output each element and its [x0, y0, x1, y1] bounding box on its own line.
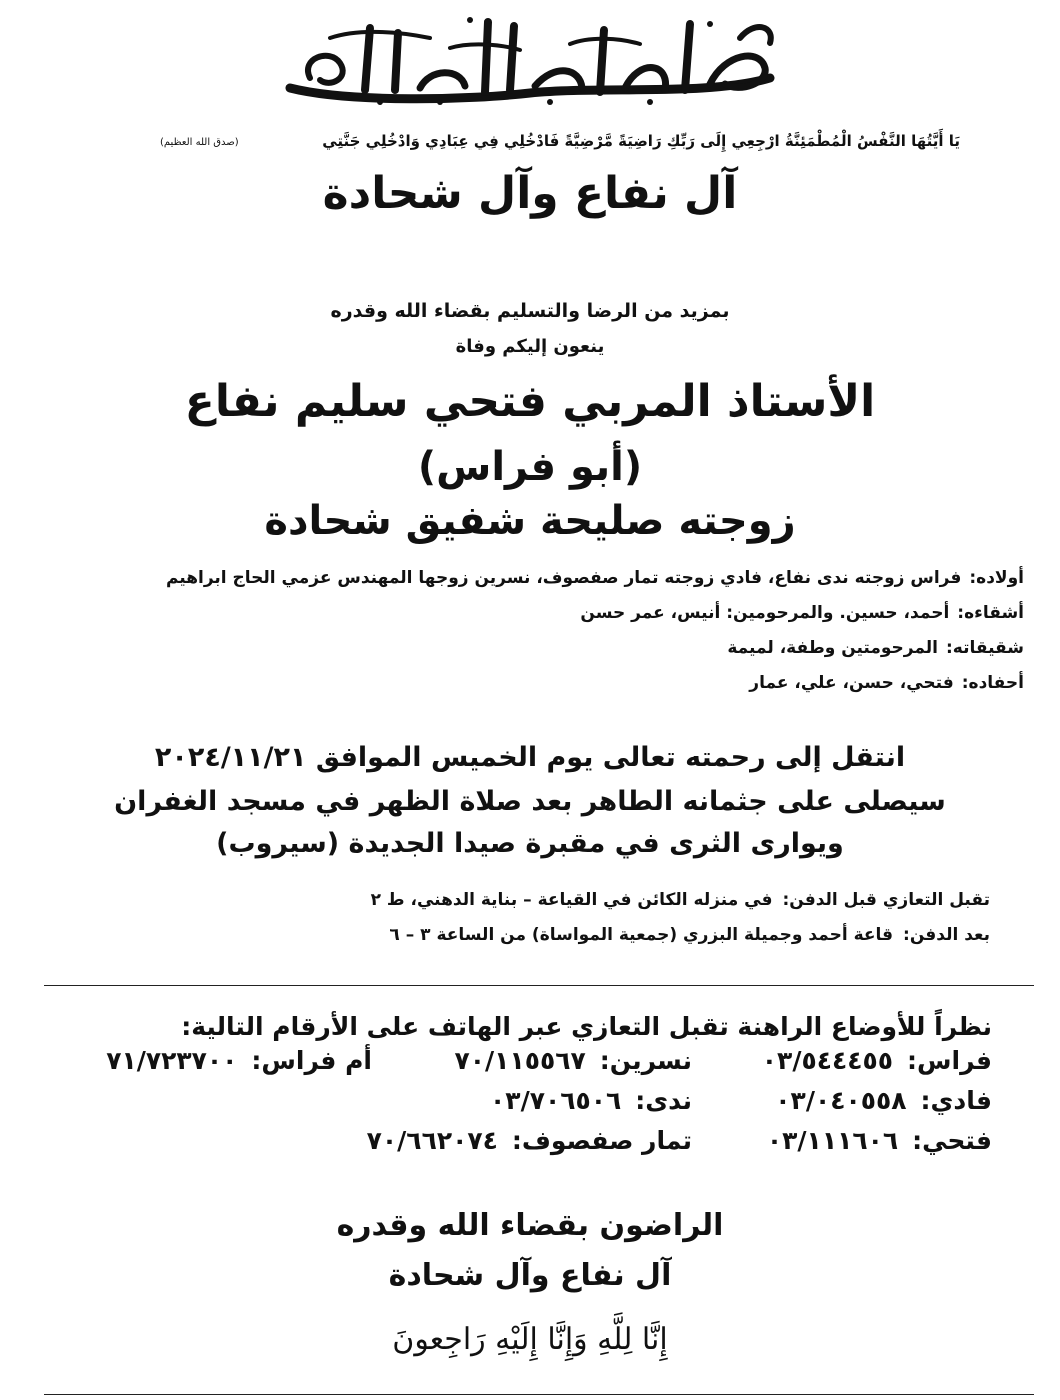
calligraphy-logo — [270, 8, 790, 108]
phone-row — [52, 1046, 992, 1082]
phone-entry-umm-firas — [106, 1046, 372, 1075]
divider-top — [44, 985, 1034, 986]
phone-label: نسرين: — [599, 1046, 692, 1075]
closing-family: آل نفاع وآل شحادة — [388, 1258, 672, 1293]
condolences-after-value: قاعة أحمد وجميلة البزري (جمعية المواساة) من الساعة ٣ – ٦ — [389, 925, 894, 945]
relatives-sisters — [727, 638, 1024, 658]
intro-line-2: ينعون إليكم وفاة — [455, 336, 605, 357]
intro-line-1: بمزيد من الرضا والتسليم بقضاء الله وقدره — [330, 300, 730, 322]
relatives-grandchildren-label: أحفاده: — [961, 673, 1024, 693]
phone-label: ندى: — [635, 1086, 692, 1115]
phone-number: ٧١/٧٢٣٧٠٠ — [106, 1046, 238, 1075]
phone-row — [52, 1086, 992, 1122]
deceased-nickname: (أبو فراس) — [417, 444, 643, 490]
phone-entry-fadi — [775, 1086, 992, 1115]
phone-number: ٠٣/٠٤٠٥٥٨ — [775, 1086, 907, 1115]
relatives-sisters-label: شقيقاته: — [945, 638, 1024, 658]
phone-entry-nisrine — [455, 1046, 692, 1075]
condolences-before — [371, 890, 990, 910]
phone-entry-fathi — [767, 1126, 992, 1155]
relatives-children-label: أولاده: — [969, 568, 1024, 588]
phone-label: فتحي: — [912, 1126, 992, 1155]
closing-verse: إِنَّا لِلَّهِ وَإِنَّا إِلَيْهِ رَاجِعونَ — [392, 1322, 668, 1357]
relatives-brothers-value: أحمد، حسين. والمرحومين: أنيس، عمر حسن — [580, 603, 950, 623]
phone-number: ٧٠/٦٦٢٠٧٤ — [366, 1126, 498, 1155]
phone-label: فراس: — [907, 1046, 992, 1075]
relatives-children-value: فراس زوجته ندى نفاع، فادي زوجته تمار صفصوف، نسرين زوجها المهندس عزمي الحاج ابراهيم — [165, 568, 962, 588]
phone-row — [52, 1126, 992, 1162]
family-title: آل نفاع وآل شحادة — [322, 168, 738, 219]
condolences-before-value: في منزله الكائن في القياعة – بناية الدهني، ط ٢ — [370, 890, 773, 910]
divider-bottom — [44, 1394, 1034, 1395]
relatives-brothers — [580, 603, 1024, 623]
relatives-brothers-label: أشقاءه: — [957, 603, 1024, 623]
phone-label: تمار صفصوف: — [511, 1126, 692, 1155]
phone-number: ٠٣/٧٠٦٥٠٦ — [490, 1086, 622, 1115]
relatives-grandchildren-value: فتحي، حسن، علي، عمار — [749, 673, 954, 693]
announcement-burial: ويوارى الثرى في مقبرة صيدا الجديدة (سيروب) — [216, 828, 844, 859]
phone-entry-firas — [762, 1046, 992, 1075]
calligraphy-drawing — [270, 8, 790, 108]
phone-entry-tamar — [367, 1126, 692, 1155]
phone-entry-nada — [490, 1086, 692, 1115]
verse-attribution: (صدق الله العظيم) — [160, 137, 239, 148]
phone-label: فادي: — [920, 1086, 992, 1115]
deceased-wife: زوجته صليحة شفيق شحادة — [264, 498, 796, 544]
announcement-prayer: سيصلى على جثمانه الطاهر بعد صلاة الظهر في مسجد الغفران — [114, 786, 946, 817]
opening-verse: يَا أَيَّتُهَا النَّفْسُ الْمُطْمَئِنَّةُ ارْجِعِي إِلَى رَبِّكِ رَاضِيَةً مَّرْضِيَّةً فَادْخُلِي فِي عِبَادِي وَادْخُلِي جَنَّتِي — [322, 132, 960, 150]
announcement-date: انتقل إلى رحمته تعالى يوم الخميس الموافق ٢٠٢٤/١١/٢١ — [154, 742, 906, 773]
relatives-children — [166, 568, 1024, 588]
phone-number: ٠٣/١١١٦٠٦ — [766, 1126, 899, 1155]
phone-number: ٧٠/١١٥٥٦٧ — [454, 1046, 586, 1075]
phone-heading: نظراً للأوضاع الراهنة تقبل التعازي عبر الهاتف على الأرقام التالية: — [181, 1012, 992, 1041]
closing-line-1: الراضون بقضاء الله وقدره — [336, 1208, 724, 1243]
phone-label: أم فراس: — [251, 1046, 372, 1075]
relatives-sisters-value: المرحومتين وطفة، لميمة — [727, 638, 938, 658]
condolences-after-label: بعد الدفن: — [903, 925, 990, 945]
condolences-after — [389, 925, 990, 945]
relatives-grandchildren — [749, 673, 1024, 693]
phone-number: ٠٣/٥٤٤٤٥٥ — [761, 1046, 893, 1075]
deceased-name: الأستاذ المربي فتحي سليم نفاع — [184, 376, 876, 427]
condolences-before-label: تقبل التعازي قبل الدفن: — [782, 890, 990, 910]
